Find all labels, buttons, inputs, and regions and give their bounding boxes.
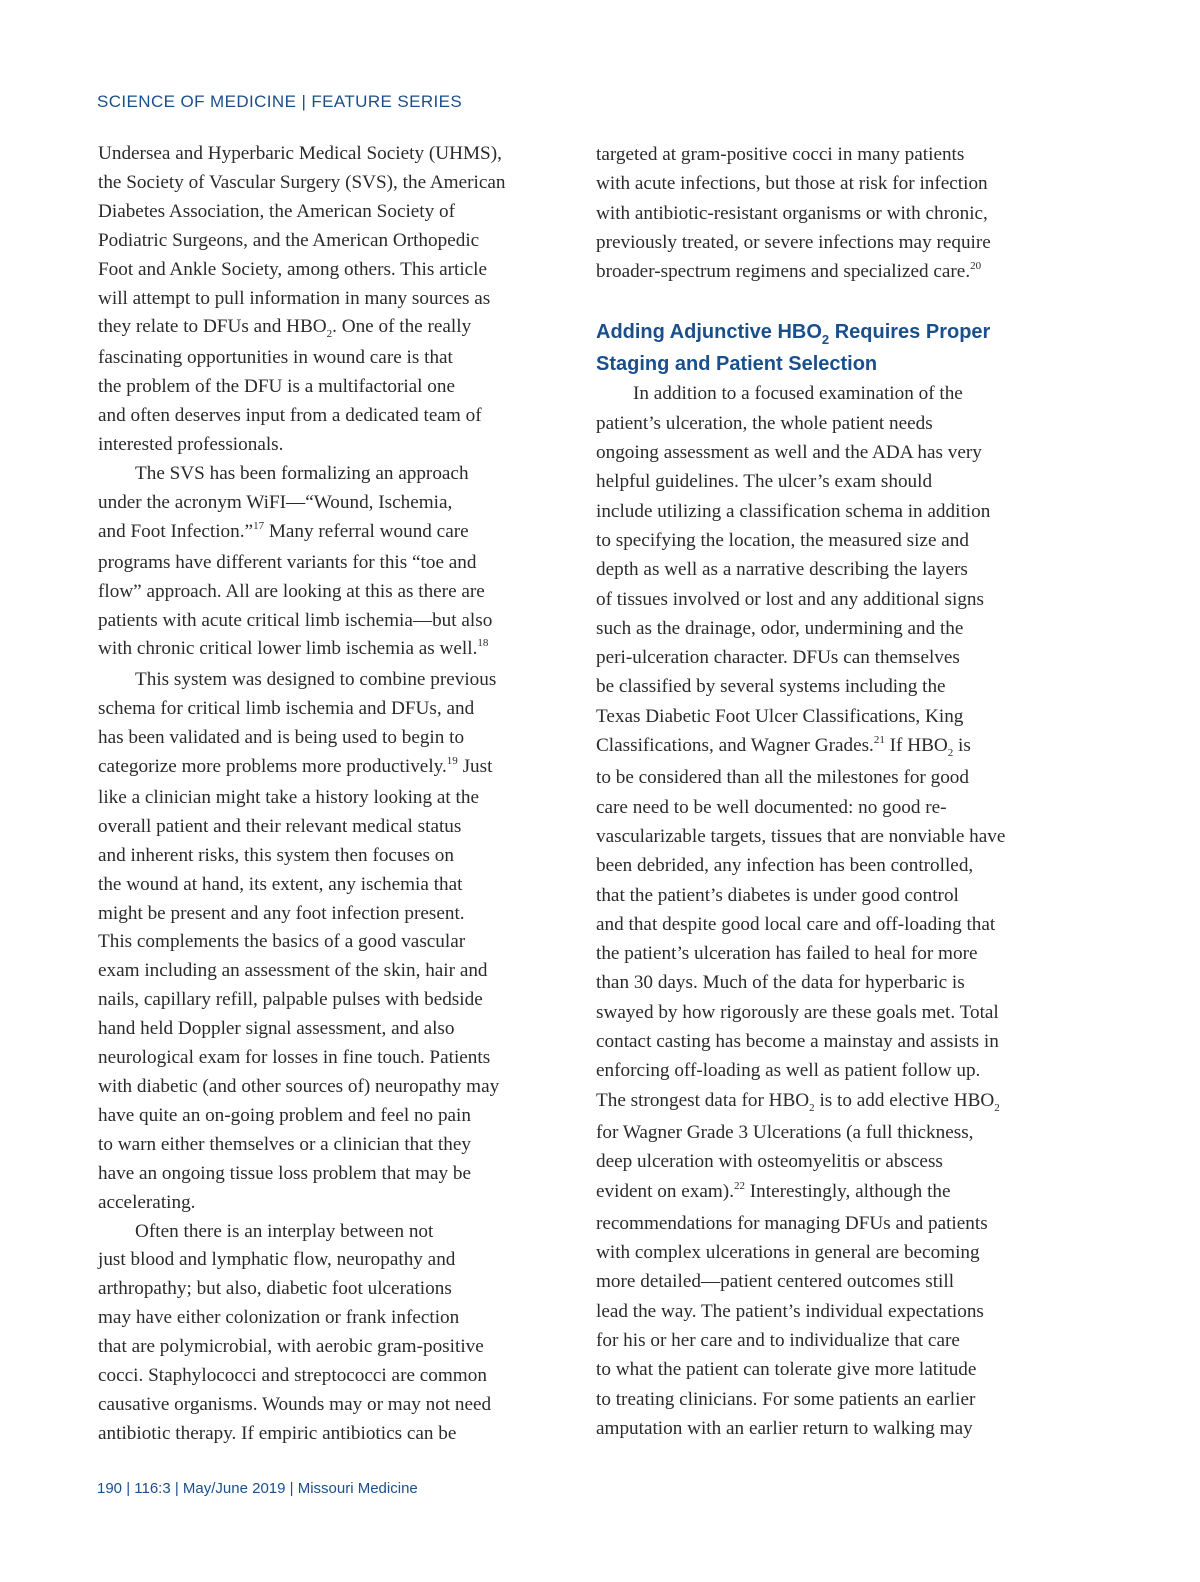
text-run: and Foot Infection.”: [98, 520, 254, 542]
text-run: is: [953, 735, 971, 757]
text-line: hand held Doppler signal assessment, and also: [98, 1018, 455, 1040]
text-run: . One of the really: [332, 316, 472, 338]
text-line: to treating clinicians. For some patients an earlier: [596, 1388, 976, 1410]
text-line: deep ulceration with osteomyelitis or abscess: [596, 1151, 943, 1173]
reference-superscript: 21: [873, 734, 885, 747]
text-line: patients with acute critical limb ischemia—but also: [98, 609, 493, 631]
reference-superscript: 19: [446, 755, 458, 768]
text-line: [98, 518, 576, 549]
text-line: [98, 753, 576, 784]
text-run: they relate to DFUs and HBO: [98, 316, 327, 338]
text-line: Texas Diabetic Foot Ulcer Classifications, King: [596, 705, 964, 727]
text-line: neurological exam for losses in fine touch. Patients: [98, 1047, 491, 1069]
text-line: care need to be well documented: no good re-: [596, 796, 947, 818]
text-line: to specifying the location, the measured size and: [596, 529, 969, 551]
text-run: Just: [457, 756, 493, 778]
text-line: be classified by several systems including the: [596, 676, 946, 698]
text-line: Foot and Ankle Society, among others. This article: [98, 258, 488, 280]
section-heading: [596, 317, 1074, 379]
subscript: 2: [994, 1101, 1000, 1114]
text-line: for his or her care and to individualize that care: [596, 1329, 960, 1351]
text-line: vascularizable targets, tissues that are nonviable have: [596, 825, 1006, 847]
text-line: accelerating.: [98, 1191, 196, 1213]
text-line: This system was designed to combine previous: [135, 669, 497, 691]
text-line: with antibiotic-resistant organisms or with chronic,: [596, 202, 988, 224]
heading-line: [596, 317, 1074, 349]
text-line: In addition to a focused examination of the: [633, 383, 963, 405]
text-line: lead the way. The patient’s individual expectations: [596, 1300, 984, 1322]
text-line: of tissues involved or lost and any additional signs: [596, 588, 984, 610]
text-line: ongoing assessment as well and the ADA has very: [596, 442, 982, 464]
reference-superscript: 22: [734, 1179, 745, 1192]
right-column: [596, 140, 1074, 1443]
text-line: cocci. Staphylococci and streptococci are common: [98, 1365, 487, 1387]
text-line: with complex ulcerations in general are becoming: [596, 1242, 980, 1264]
text-run: If HBO: [884, 735, 948, 757]
text-line: the patient’s ulceration has failed to heal for more: [596, 943, 978, 965]
text-line: and often deserves input from a dedicated team of: [98, 405, 482, 427]
text-line: programs have different variants for this “toe and: [98, 551, 477, 573]
subscript: 2: [947, 747, 954, 760]
text-line: [596, 1086, 1074, 1118]
text-line: causative organisms. Wounds may or may not need: [98, 1393, 492, 1415]
text-line: This complements the basics of a good vascular: [98, 931, 466, 953]
text-line: that are polymicrobial, with aerobic gram-positive: [98, 1336, 484, 1358]
text-line: and that despite good local care and off-loading that: [596, 913, 996, 935]
text-line: recommendations for managing DFUs and patients: [596, 1212, 988, 1234]
subscript: 2: [809, 1101, 815, 1114]
text-run: Adding Adjunctive HBO: [596, 321, 822, 344]
text-line: [596, 257, 1074, 289]
text-line: has been validated and is being used to begin to: [98, 727, 465, 749]
text-run: with chronic critical lower limb ischemia as well.: [98, 638, 478, 660]
text-run: Interestingly, although the: [745, 1180, 951, 1202]
text-line: overall patient and their relevant medical status: [98, 815, 462, 837]
text-line: may have either colonization or frank infection: [98, 1307, 460, 1329]
running-head: SCIENCE OF MEDICINE | FEATURE SERIES: [97, 92, 463, 111]
text-line: targeted at gram-positive cocci in many patients: [596, 144, 965, 165]
text-run: categorize more problems more productively.: [98, 756, 447, 778]
text-line: Diabetes Association, the American Society of: [98, 200, 456, 222]
text-line: the problem of the DFU is a multifactorial one: [98, 376, 456, 398]
text-line: exam including an assessment of the skin, hair and: [98, 960, 488, 982]
text-line: enforcing off-loading as well as patient follow up.: [596, 1060, 981, 1082]
text-run: Requires Proper: [829, 321, 991, 344]
text-line: like a clinician might take a history looking at the: [98, 786, 479, 808]
text-line: depth as well as a narrative describing the layers: [596, 559, 968, 581]
text-line: Podiatric Surgeons, and the American Orthopedic: [98, 229, 480, 251]
text-line: antibiotic therapy. If empiric antibiotics can be: [98, 1422, 457, 1444]
text-line: helpful guidelines. The ulcer’s exam should: [596, 471, 933, 493]
text-line: with acute infections, but those at risk for infection: [596, 173, 988, 195]
text-run: broader-spectrum regimens and specialized care.: [596, 261, 971, 283]
text-line: fascinating opportunities in wound care is that: [98, 347, 453, 369]
text-line: Undersea and Hyperbaric Medical Society (UHMS),: [98, 143, 502, 164]
text-line: such as the drainage, odor, undermining and the: [596, 617, 964, 639]
reference-superscript: 18: [477, 637, 489, 650]
reference-superscript: 20: [970, 260, 982, 273]
text-line: [98, 635, 576, 666]
text-run: Many referral wound care: [264, 520, 469, 542]
text-line: schema for critical limb ischemia and DFUs, and: [98, 698, 475, 720]
reference-superscript: 17: [253, 519, 265, 532]
text-line: to warn either themselves or a clinician that they: [98, 1133, 471, 1155]
text-line: and inherent risks, this system then focuses on: [98, 844, 454, 866]
text-line: might be present and any foot infection present.: [98, 902, 465, 924]
subscript: 2: [821, 332, 830, 348]
text-line: the wound at hand, its extent, any ischemia that: [98, 873, 463, 895]
text-line: will attempt to pull information in many sources as: [98, 287, 491, 309]
text-line: interested professionals.: [98, 434, 284, 456]
text-run: Classifications, and Wagner Grades.: [596, 735, 874, 757]
text-run: is to add elective HBO: [814, 1089, 995, 1111]
text-line: just blood and lymphatic flow, neuropathy and: [98, 1249, 456, 1271]
text-line: flow” approach. All are looking at this as there are: [98, 580, 485, 602]
text-line: patient’s ulceration, the whole patient needs: [596, 412, 933, 434]
text-line: have an ongoing tissue loss problem that may be: [98, 1162, 472, 1184]
text-run: The strongest data for HBO: [596, 1089, 810, 1111]
text-line: under the acronym WiFI—“Wound, Ischemia,: [98, 491, 453, 513]
text-line: for Wagner Grade 3 Ulcerations (a full thickness,: [596, 1121, 974, 1143]
page-footer: 190 | 116:3 | May/June 2019 | Missouri Medicine: [97, 1480, 418, 1497]
text-run: evident on exam).: [596, 1180, 734, 1202]
text-line: with diabetic (and other sources of) neuropathy may: [98, 1076, 500, 1097]
text-line: have quite an on-going problem and feel no pain: [98, 1104, 471, 1126]
left-column: [98, 140, 576, 1449]
text-line: arthropathy; but also, diabetic foot ulcerations: [98, 1278, 452, 1300]
text-line: the Society of Vascular Surgery (SVS), the American: [98, 171, 506, 193]
text-line: previously treated, or severe infections may require: [596, 231, 991, 253]
text-line: to be considered than all the milestones for good: [596, 767, 969, 789]
text-line: more detailed—patient centered outcomes still: [596, 1271, 955, 1293]
text-line: amputation with an earlier return to walking may: [596, 1417, 973, 1439]
text-line: to what the patient can tolerate give more latitude: [596, 1359, 977, 1381]
heading-line: Staging and Patient Selection: [596, 353, 878, 376]
text-line: contact casting has become a mainstay and assists in: [596, 1031, 999, 1053]
text-line: Often there is an interplay between not: [135, 1220, 434, 1242]
text-line: than 30 days. Much of the data for hyperbaric is: [596, 972, 965, 994]
text-line: [98, 313, 576, 344]
text-line: [596, 1177, 1074, 1209]
text-line: been debrided, any infection has been controlled,: [596, 855, 974, 877]
text-line: nails, capillary refill, palpable pulses with bedside: [98, 989, 483, 1011]
subscript: 2: [326, 328, 333, 341]
text-line: include utilizing a classification schema in addition: [596, 500, 991, 522]
text-line: [596, 731, 1074, 763]
text-line: swayed by how rigorously are these goals met. Total: [596, 1001, 999, 1023]
text-line: that the patient’s diabetes is under good control: [596, 884, 959, 906]
text-line: The SVS has been formalizing an approach: [135, 462, 469, 484]
text-line: peri-ulceration character. DFUs can themselves: [596, 647, 960, 669]
